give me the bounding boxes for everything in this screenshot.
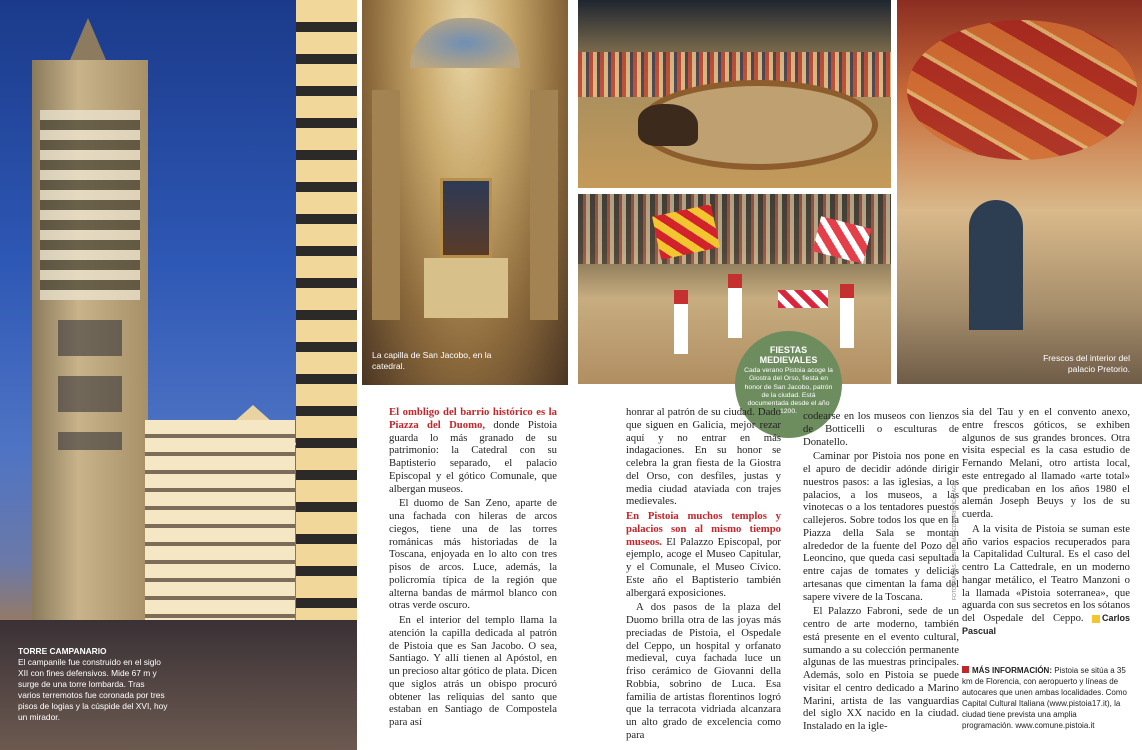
right-pillar <box>530 90 558 320</box>
horse <box>638 104 698 146</box>
paragraph <box>962 523 1130 638</box>
badge-text: Cada verano Pistoia acoge la Giostra del Orso, fiesta en honor de San Jacobo, patrón de la ciudad. Está documentada desde el año 1200. <box>744 367 833 416</box>
badge-title-line1: FIESTAS <box>769 345 808 355</box>
tower-caption-title: TORRE CAMPANARIO <box>18 646 107 656</box>
info-text: Pistoia se sitúa a 35 km de Florencia, con aeropuerto y líneas de autocares que unen ambas localidades. Como Capital Cultural Italiana (www.pistoia17.it), la ciudad tiene prevista una amplia programación. www.comune.pistoia.it <box>962 666 1127 730</box>
paragraph-text: A la visita de Pistoia se suman este año varios espacios recuperados para la Capitalidad Cultural. Es el caso del centro La Cattedrale, en un moderno hangar metálico, el Teatro Manzoni o la llamada «Pistoia soterranea», que aguarda con sus secretos en los sótanos del Ospedale del Ceppo. <box>962 522 1130 624</box>
badge-title-line2: MEDIEVALES <box>759 355 818 365</box>
paragraph: A dos pasos de la plaza del Duomo brilla otra de las joyas más preciadas de Pistoia, el Ospedale del Ceppo, un hospital y orfanato medieval, cuya fachada luce un friso cerámico de Giovanni della Robbia, sobrino de Luca. Esa familia de artistas florentinos logró que la terracota vidriada alcanzara un alto grado de excelencia como para <box>626 601 781 741</box>
paragraph: sia del Tau y en el convento anexo, entre frescos góticos, se exhiben algunos de sus grandes bronces. Otra visita especial es la casa estudio de Fernando Melani, otro artista local, este entregado al llamado «arte total» que predicaban en los años 1980 el alemán Joseph Beuys y los de su cuerda. <box>962 406 1130 520</box>
badge-title <box>743 345 834 365</box>
paragraph: codearse en los museos con lienzos de Botticelli o esculturas de Donatello. <box>803 410 959 448</box>
author-mark-icon <box>1092 615 1100 623</box>
doorway <box>969 200 1023 330</box>
fresco-caption: Frescos del interior del palacio Pretorio. <box>1043 353 1130 374</box>
article-column-1 <box>389 406 557 731</box>
article-column-3 <box>803 410 959 735</box>
painted-vault <box>907 20 1137 160</box>
paragraph: honrar al patrón de su ciudad. Dado que siguen en Galicia, mejor rezar aquí y no entrar en más indagaciones. En su honor se celebra la gran fiesta de la Giostra del Orso, con desfiles, justas y media ciudad ataviada con trajes medievales. <box>626 406 781 508</box>
altar-painting <box>440 178 492 258</box>
photo-credit: FOTOGRAFÍAS: 123RF · MARCO PARISTICA / AGE <box>952 481 958 600</box>
paragraph-text: El Palazzo Episcopal, por ejemplo, acoge el Museo Capitular, y el Comunale, el Museo Cívico. Este año el Baptisterio también albergará exposiciones. <box>626 535 781 599</box>
info-square-icon <box>962 666 969 673</box>
flag-thrower <box>840 284 854 348</box>
tower-windows <box>58 320 122 450</box>
flag-low <box>778 290 828 308</box>
paragraph: El duomo de San Zeno, aparte de una fachada con hileras de arcos ciegos, tiene una de las torres románicas más historiadas de la Toscana, enjoyada en lo alto con tres pisos de arcos. Luce, además, la policromía típica de la región que alterna bandas de mármol blanco con otras verde oscuro. <box>389 497 557 612</box>
paragraph: En el interior del templo llama la atención la capilla dedicada al patrón de Pistoia que es San Jacobo. O sea, Santiago. Y allí tienen al Apóstol, en un precioso altar gótico de plata. Dicen que siglos atrás un obispo procuró obtener las reliquias del santo que estaban en Santiago de Compostela para así <box>389 614 557 728</box>
chapel-caption: La capilla de San Jacobo, en la catedral. <box>372 350 492 371</box>
flag-thrower <box>728 274 742 338</box>
paragraph-text: donde Pistoia guarda lo más granado de su patrimonio: la Catedral con su Baptisterio separado, el palacio Episcopal y el gótico Comunale, que albergan museos. <box>389 418 557 495</box>
left-pillar <box>372 90 400 320</box>
lead-highlight: El ombligo del barrio histórico es la Piazza del Duomo, <box>389 406 557 431</box>
dome-fresco <box>410 18 520 68</box>
article-column-2 <box>626 406 781 744</box>
bell-tower-photo <box>0 0 357 750</box>
tower-caption-text: El campanile fue construido en el siglo XII con fines defensivos. Mide 67 m y surge de una torre lombarda. Tras varios terremotos fue coronada por tres pisos de logias y la cúspide del XVI, hoy un mirador. <box>18 657 168 722</box>
chapel-interior-photo <box>362 0 568 385</box>
more-info-box <box>962 665 1130 731</box>
paragraph <box>626 510 781 599</box>
paragraph: El Palazzo Fabroni, sede de un centro de arte moderno, también está presente en el evento cultural, sumando a su colección permanente algunas de las muestras principales. Además, solo en Pistoia se puede visitar el centro dedicado a Marino Marini, artista de las vanguardias del siglo XX nacido en la ciudad. Instalado en la igle- <box>803 605 959 732</box>
flag-throwers-photo <box>578 194 891 384</box>
paragraph: Caminar por Pistoia nos pone en el apuro de decidir adónde dirigir nuestros pasos: a las iglesias, a los palacios, a los museos, a las vinotecas o a los tentadores puestos callejeros. Sobre todos los que en la Piazza della Sala se montan alrededor de la fuente del Pozo del Leoncino, que queda casi sepultada entre cajas de tomates y delicias artesanas que cimentan la fama del sapere vivere de la Toscana. <box>803 450 959 603</box>
tower-caption <box>18 646 168 723</box>
horse-race-photo <box>578 0 891 188</box>
tower-loggias <box>40 110 140 300</box>
article-column-4 <box>962 406 1130 640</box>
baptistery-facade <box>145 420 295 635</box>
fresco-interior-photo <box>897 0 1142 384</box>
author-name: Carlos Pascual <box>962 613 1130 636</box>
flag-thrower <box>674 290 688 354</box>
info-heading: MÁS INFORMACIÓN: <box>972 666 1052 675</box>
paragraph <box>389 406 557 495</box>
lead-highlight: En Pistoia muchos templos y palacios son al mismo tiempo museos. <box>626 510 781 548</box>
altar <box>424 258 508 318</box>
